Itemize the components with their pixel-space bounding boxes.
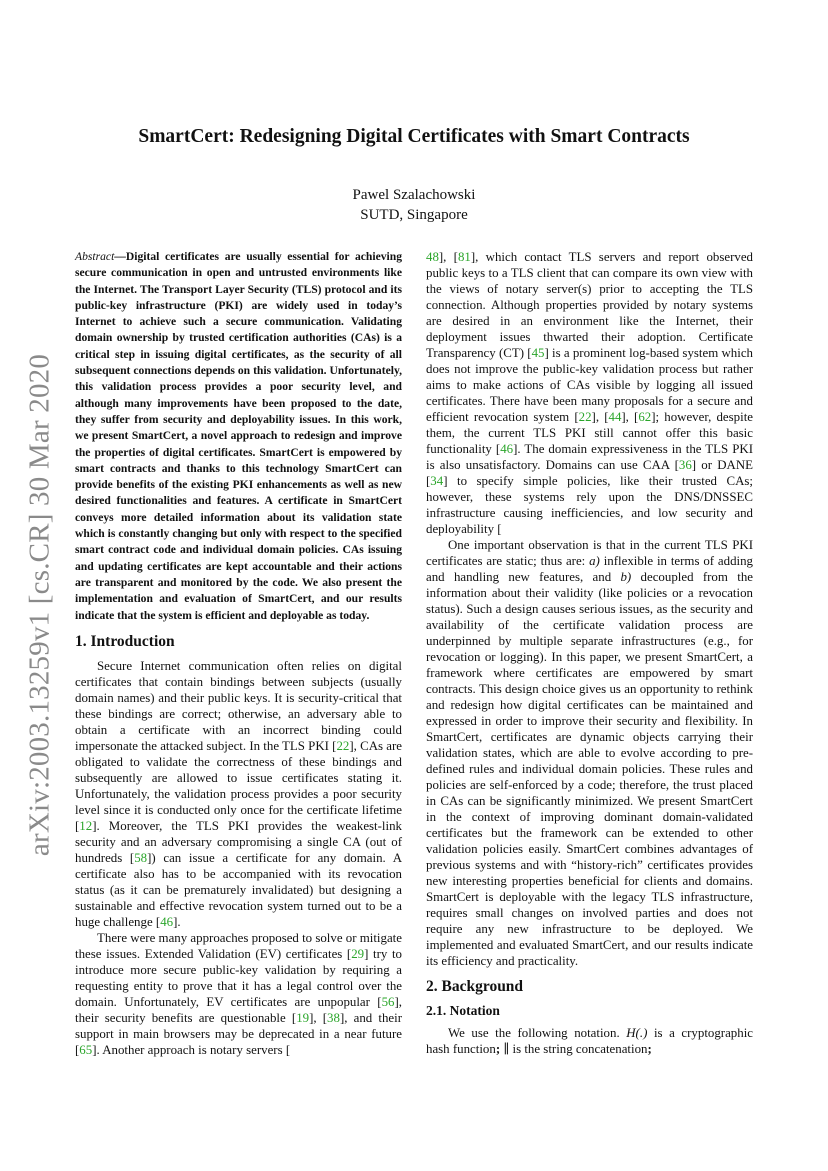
- citation-link[interactable]: 65: [79, 1042, 93, 1057]
- section-heading-background: 2. Background: [426, 978, 524, 995]
- intro-paragraph-2: There were many approaches proposed to solve or mitigate these issues. Extended Validation (EV) certificates [29] try to introduce more secure public-key validation by requiring a requesting entity to prove that it has a legal control over the domain. Unfortunately, EV certificates are unpopular [56], their security benefits are questionable [19], [38], and their support in main browsers may be deprecated in a near future [65]. Another approach is notary servers [: [75, 930, 402, 1057]
- abstract: [75, 249, 402, 624]
- citation-link[interactable]: 12: [79, 818, 93, 833]
- arxiv-stamp: [20, 353, 60, 857]
- author-name: Pawel Szalachowski: [352, 187, 476, 203]
- citation-link[interactable]: 22: [336, 738, 350, 753]
- arxiv-id: arXiv:2003.13259v1 [cs.CR] 30 Mar 2020: [23, 353, 56, 857]
- citation-link[interactable]: 46: [160, 914, 174, 929]
- citation-link[interactable]: 62: [638, 410, 652, 424]
- abstract-body: —Digital certificates are usually essential for achieving secure communication in open and untrusted environments like the Internet. The Transport Layer Security (TLS) protocol and its public-key infrastructure (PKI) are widely used in today’s Internet to achieve such a secure communication. Validating domain ownership by trusted certification authorities (CAs) is a critical step in issuing digital certificates, as the security of all subsequent connections depends on this validation. Unfortunately, this validation process provides a poor security level, and although many improvements have been proposed to the date, they suffer from security and deployability issues. In this work, we present SmartCert, a novel approach to redesign and improve the properties of digital certificates. SmartCert is empowered by smart contracts and thanks to this technology SmartCert can provide benefits of the existing PKI enhancements as well as new desired functionalities and features. A certificate in SmartCert conveys more detailed information about its validation state which is constantly changing but only with respect to the specified smart contract code and individual domain policies. CAs issuing and updating certificates are kept accountable and their actions are transparent and monitored by the code. We also present the implementation and evaluation of SmartCert, and our results indicate that the system is efficient and deployable as today.: [75, 250, 402, 622]
- citation-link[interactable]: 22: [578, 410, 592, 424]
- citation-link[interactable]: 19: [296, 1010, 310, 1025]
- citation-link[interactable]: 34: [430, 474, 444, 488]
- intro-paragraph-1: Secure Internet communication often relies on digital certificates that contain bindings between subjects (usually domain names) and their public keys. It is security-critical that these bindings are correct; otherwise, an adversary able to obtain a certificate with an incorrect binding could impersonate the attacked subject. In the TLS PKI [22], CAs are obligated to validate the correctness of these bindings and subsequently are allowed to issue certificates stating it. Unfortunately, the validation process provides a poor security level since it is conducted only once for the certificate lifetime [12]. Moreover, the TLS PKI provides the weakest-link security and an adversary compromising a single CA (out of hundreds [58]) can issue a certificate for any domain. A certificate also has to be accompanied with its revocation status (as it can be prematurely invalidated) but designing a sustainable and effective revocation system turned out to be a huge challenge [46].: [75, 658, 403, 929]
- citation-link[interactable]: 56: [381, 994, 395, 1009]
- citation-link[interactable]: 44: [608, 410, 622, 424]
- citation-link[interactable]: 36: [678, 458, 692, 472]
- citation-link[interactable]: 29: [351, 946, 365, 961]
- abstract-lead: Abstract: [75, 250, 115, 263]
- citation-link[interactable]: 58: [134, 850, 148, 865]
- intro-paragraph-3: One important observation is that in the current TLS PKI certificates are static; thus are: a) inflexible in terms of adding and handling new features, and b) decoupled from the information about their validity (like policies or a revocation status). Such a design causes serious issues, as the security and availability of the certificate validation process are underpinned by multiple separate infrastructures (e.g., for revocation or logging). In this paper, we present SmartCert, a framework where certificates are empowered by smart contracts. This design choice gives us an opportunity to rethink and redesign how digital certificates can be maintained and expressed in order to improve their security and flexibility. In SmartCert, certificates are dynamic objects carrying their validation states, which are able to evolve according to pre-defined rules and individual domain policies. These rules and policies are self-enforced by a code; therefore, the trust placed in CAs can be significantly minimized. We present SmartCert in the context of improving dominant domain-validated certificates but the framework can be extended to other validation policies easily. SmartCert combines advantages of previous systems and with “history-rich” certificates provides new interesting properties beneficial for clients and domains. SmartCert is deployable with the legacy TLS infrastructure, requires small changes on involved parties and does not require any new infrastructure to be deployed. We implemented and evaluated SmartCert, and our results indicate its efficiency and practicality.: [426, 538, 753, 968]
- citation-link[interactable]: 48: [426, 250, 439, 264]
- citation-link[interactable]: 38: [327, 1010, 340, 1025]
- intro-paragraph-2-tail: 48], [81], which contact TLS servers and report observed public keys to a TLS client that can compare its own view with the views of notary server(s) prior to accepting the TLS connection. Although properties provided by notary systems are desired in an environment like the Internet, their deployment issues thwarted their adoption. Certificate Transparency (CT) [45] is a prominent log-based system which does not improve the public-key validation process but rather aims to make actions of CAs visible by logging all issued certificates. There have been many proposals for a secure and efficient revocation system [22], [44], [62]; however, despite them, the current TLS PKI still cannot offer this basic functionality [46]. The domain expressiveness in the TLS PKI is also unsatisfactory. Domains can use CAA [36] or DANE [34] to specify simple policies, like their trusted CAs; however, these systems rely upon the DNS/DNSSEC infrastructure causing inefficiencies, and low security and deployability [: [426, 250, 754, 536]
- right-column: [426, 249, 753, 1057]
- intro-paragraph-2-continued: ]. Another approach is notary servers [: [92, 1042, 291, 1057]
- paper-title: SmartCert: Redesigning Digital Certificates with Smart Contracts: [138, 126, 690, 147]
- citation-link[interactable]: 81: [457, 250, 471, 264]
- author-affiliation: SUTD, Singapore: [360, 207, 468, 223]
- notation-paragraph: We use the following notation. H(.) is a cryptographic hash function; ∥ is the string concatenation;: [426, 1026, 753, 1056]
- citation-link[interactable]: 46: [500, 442, 514, 456]
- left-column: [75, 249, 402, 1058]
- citation-link[interactable]: 45: [531, 346, 545, 360]
- section-heading-introduction: 1. Introduction: [75, 632, 175, 650]
- subsection-heading-notation: 2.1. Notation: [426, 1003, 500, 1018]
